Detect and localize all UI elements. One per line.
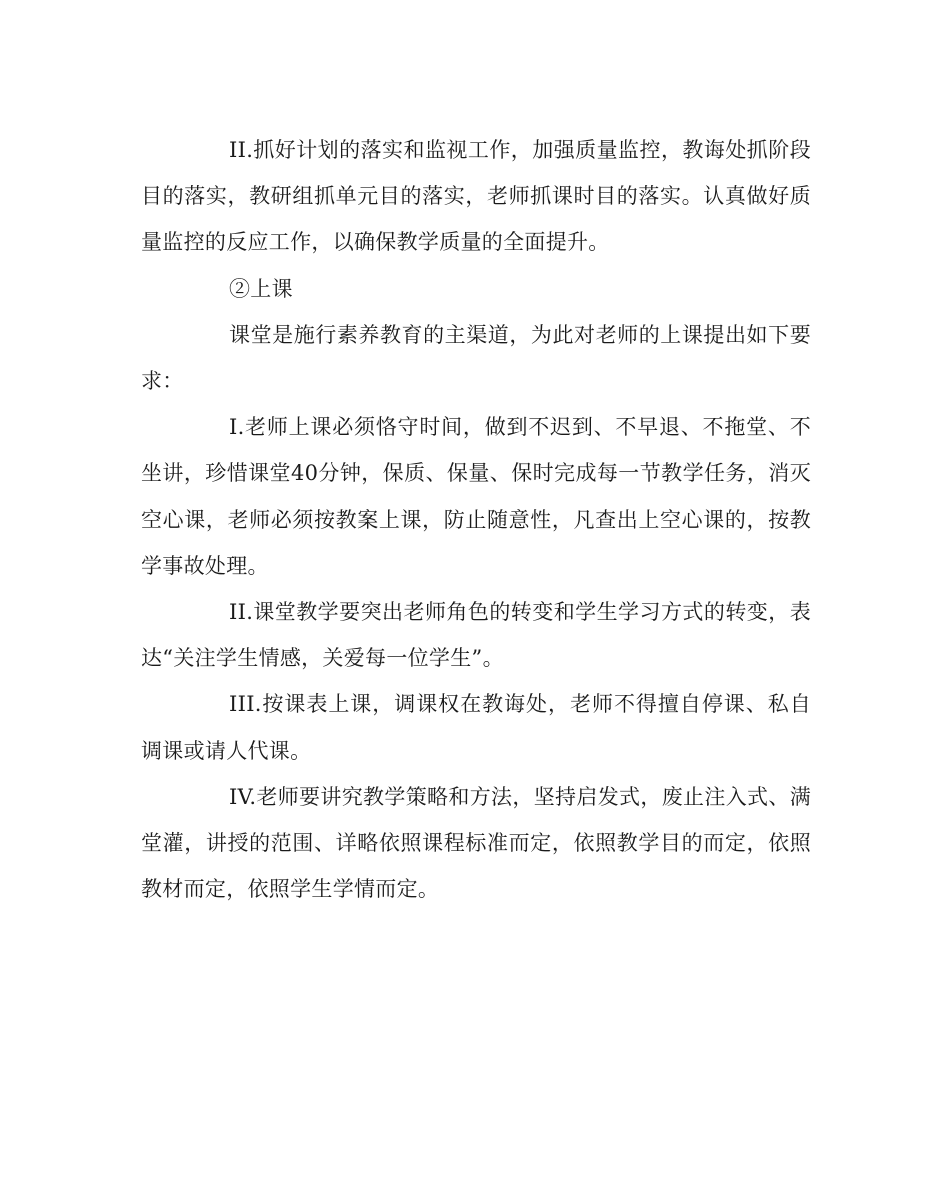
paragraph-rule-3: III.按课表上课，调课权在教诲处，老师不得擅自停课、私自调课或请人代课。 (141, 692, 811, 763)
paragraph-rule-1: I.老师上课必须恪守时间，做到不迟到、不早退、不拖堂、不坐讲，珍惜课堂40分钟，保质、保量、保时完成每一节教学任务，消灭空心课，老师必须按教案上课，防止随意性，凡查出上空心课的，按教学事故处理。 (141, 415, 811, 578)
paragraph-class-requirements-intro: 课堂是施行素养教育的主渠道，为此对老师的上课提出如下要求： (141, 322, 811, 394)
paragraph-rule-2: II.课堂教学要突出老师角色的转变和学生学习方式的转变，表达“关注学生情感，关爱每一位学生”。 (141, 600, 811, 671)
paragraph-rule-4: IV.老师要讲究教学策略和方法，坚持启发式，废止注入式、满堂灌，讲授的范围、详略依照课程标准而定，依照教学目的而定，依照教材而定，依照学生学情而定。 (141, 784, 811, 902)
section-heading-class: ②上课 (229, 276, 293, 301)
paragraph-quality-monitoring: II.抓好计划的落实和监视工作，加强质量监控，教诲处抓阶段目的落实，教研组抓单元目的落实，老师抓课时目的落实。认真做好质量监控的反应工作，以确保教学质量的全面提升。 (141, 138, 811, 255)
document-body (141, 127, 811, 912)
